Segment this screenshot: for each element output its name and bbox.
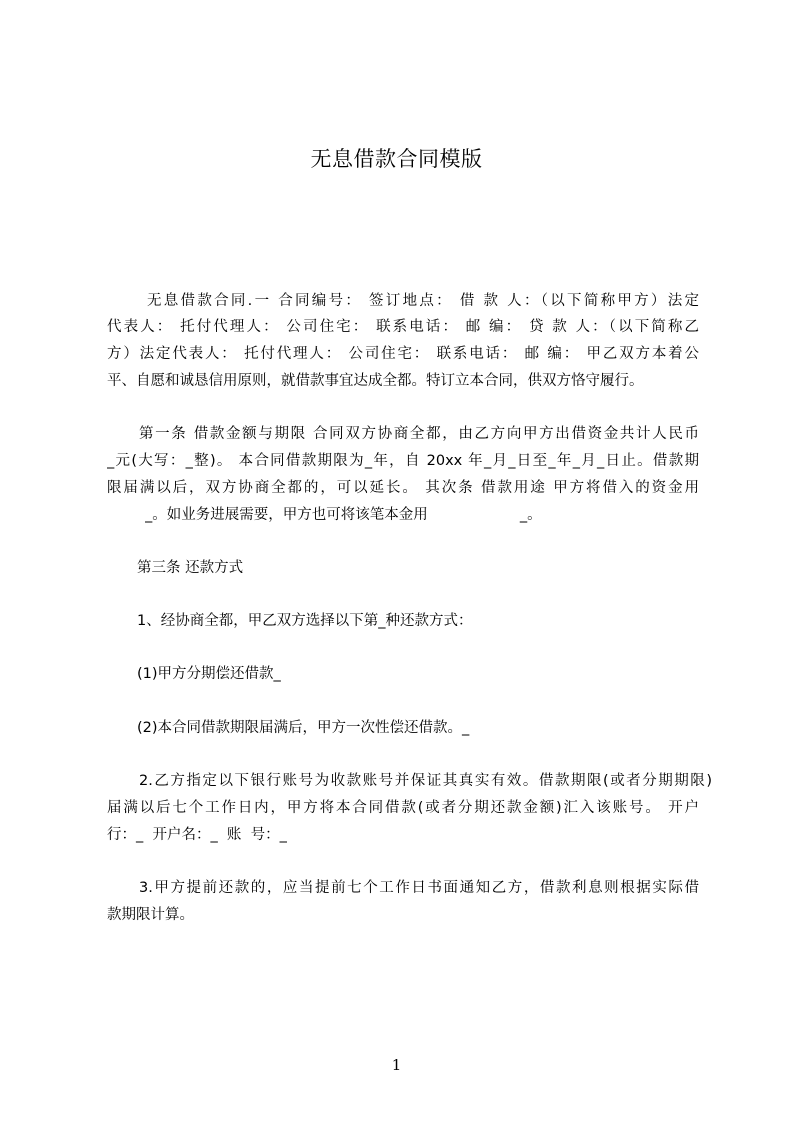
- paragraph-line: 2.乙方指定以下银行账号为收款账号并保证其真实有效。借款期限(或者分期期限): [139, 773, 712, 789]
- paragraph-line: 限届满以后，双方协商全都的，可以延长。 其次条 借款用途 甲方将借入的资金用: [107, 480, 699, 496]
- paragraph-line: 无息借款合同.一 合同编号： 签订地点： 借 款 人：（以下简称甲方）法定: [147, 293, 699, 309]
- paragraph-line: _元(大写：_整)。 本合同借款期限为_年，自 20xx 年_月_日至_年_月_日止。借款期: [107, 453, 699, 469]
- paragraph-line: 行：_ 开户名：_ 账 号：_: [107, 827, 287, 843]
- paragraph-line: 方）法定代表人： 托付代理人： 公司住宅： 联系电话： 邮 编： 甲乙双方本着公: [107, 346, 699, 362]
- document-title: 无息借款合同模版: [310, 147, 483, 171]
- paragraph-line: 平、自愿和诚恳信用原则，就借款事宜达成全都。特订立本合同，供双方恪守履行。: [107, 373, 644, 389]
- paragraph-line: 1、经协商全都，甲乙双方选择以下第_种还款方式：: [137, 613, 473, 629]
- paragraph-line: 代表人： 托付代理人： 公司住宅： 联系电话： 邮 编： 贷 款 人：（以下简称乙: [107, 319, 699, 335]
- paragraph-line: 第一条 借款金额与期限 合同双方协商全都，由乙方向甲方出借资金共计人民币: [139, 426, 699, 442]
- paragraph-line: (2)本合同借款期限届满后，甲方一次性偿还借款。_: [137, 720, 470, 736]
- page-number: 1: [391, 1056, 402, 1074]
- paragraph-line: 届满以后七个工作日内，甲方将本合同借款(或者分期还款金额)汇入该账号。 开户: [107, 800, 699, 816]
- section-heading: 第三条 还款方式: [137, 560, 244, 576]
- paragraph-line: 款期限计算。: [107, 907, 194, 923]
- paragraph-line: 3.甲方提前还款的，应当提前七个工作日书面通知乙方，借款利息则根据实际借: [139, 880, 699, 896]
- paragraph-line: _。如业务进展需要，甲方也可将该笔本金用 _。: [145, 507, 542, 523]
- paragraph-line: (1)甲方分期偿还借款_: [137, 666, 281, 682]
